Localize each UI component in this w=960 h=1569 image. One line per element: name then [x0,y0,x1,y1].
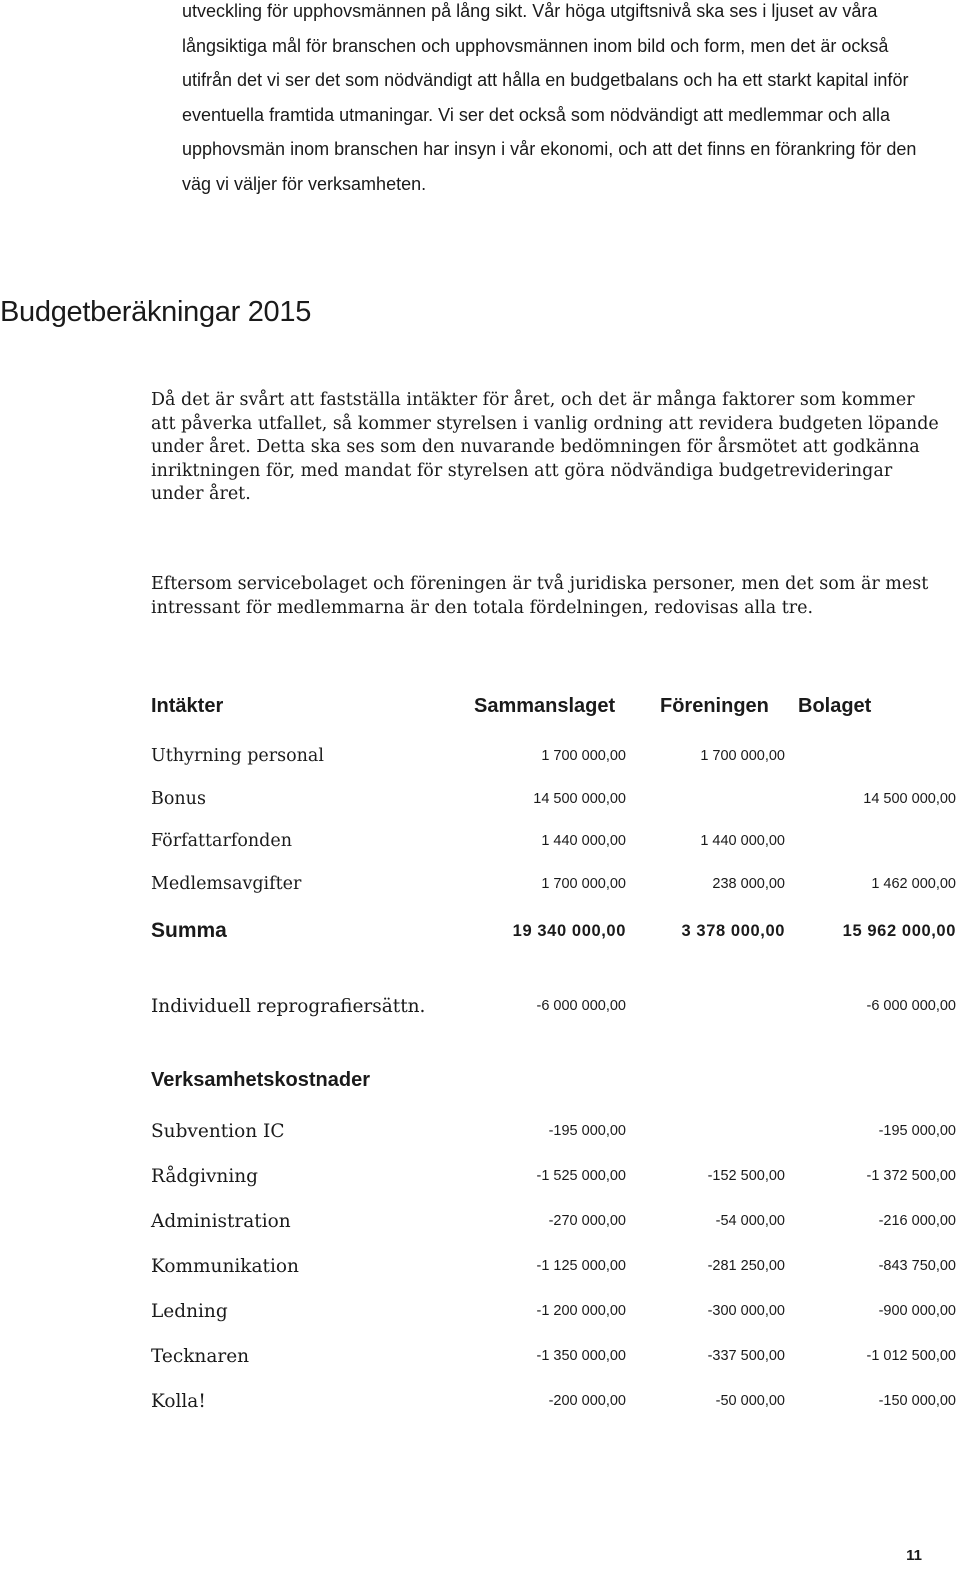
cell-total: 1 700 000,00 [541,748,626,764]
paragraph-2: Eftersom servicebolaget och föreningen är två juridiska personer, men det som är mest intressant för medlemmarna är den totala fördelningen, redovisas alla tre. [151,574,929,618]
cell-forening: -337 500,00 [707,1348,785,1364]
section-heading: Budgetberäkningar 2015 [0,296,312,328]
row-label: Ledning [151,1301,228,1322]
column-header-forening: Föreningen [660,695,769,717]
row-label: Subvention IC [151,1121,285,1142]
row-label: Tecknaren [151,1346,250,1367]
cell-total: 1 700 000,00 [541,876,626,892]
row-label: Kommunikation [151,1256,299,1277]
cell-forening: 238 000,00 [712,876,785,892]
row-label: Kolla! [151,1391,206,1412]
cell-bolag: -150 000,00 [878,1393,956,1409]
sum-label: Summa [151,919,227,942]
sum-total: 19 340 000,00 [512,922,626,940]
row-label: Rådgivning [151,1166,259,1187]
cell-bolag: -1 372 500,00 [866,1168,956,1184]
cell-total: -270 000,00 [548,1213,626,1229]
row-label: Administration [151,1211,291,1232]
cell-forening: -50 000,00 [715,1393,785,1409]
cell-total: -6 000 000,00 [536,998,626,1014]
paragraph-1: Då det är svårt att fastställa intäkter för året, och det är många faktorer som kommer att påverka utfallet, så kommer styrelsen i vanlig ordning att revidera budgeten löpande under året. Detta ska ses som den nuvarande bedömningen för årsmötet att godkänna inriktningen för, med mandat för styrelsen att göra nödvändiga budgetrevideringar under året. [151,390,939,504]
page-number: 11 [906,1547,922,1564]
row-label: Medlemsavgifter [151,874,302,894]
income-title: Intäkter [151,695,224,717]
cell-bolag: -6 000 000,00 [866,998,956,1014]
cell-bolag: -900 000,00 [878,1303,956,1319]
cell-forening: 1 700 000,00 [700,748,785,764]
cell-bolag: 1 462 000,00 [871,876,956,892]
sum-forening: 3 378 000,00 [681,922,785,940]
cell-forening: -281 250,00 [707,1258,785,1274]
cell-total: 14 500 000,00 [533,791,626,807]
cell-forening: 1 440 000,00 [700,833,785,849]
cell-total: -195 000,00 [548,1123,626,1139]
cell-forening: -300 000,00 [707,1303,785,1319]
row-label: Bonus [151,789,206,809]
cell-total: -1 525 000,00 [536,1168,626,1184]
cell-total: -1 125 000,00 [536,1258,626,1274]
intro-text: utveckling för upphovsmännen på lång sikt. Vår höga utgiftsnivå ska ses i ljuset av våra långsiktiga mål för branschen och upphovsmännen inom bild och form, men det är också utifrån det vi ser det som nödvändigt att hålla en budgetbalans och ha ett starkt kapital inför eventuella framtida utmaningar. Vi ser det också som nödvändigt att medlemmar och alla upphovsmän inom branschen har insyn i vår ekonomi, och att det finns en förankring för den väg vi väljer för verksamheten. [182,1,917,194]
cell-total: -1 200 000,00 [536,1303,626,1319]
cell-bolag: -195 000,00 [878,1123,956,1139]
cell-bolag: -843 750,00 [878,1258,956,1274]
sum-bolag: 15 962 000,00 [842,922,956,940]
cell-total: -1 350 000,00 [536,1348,626,1364]
cell-bolag: -216 000,00 [878,1213,956,1229]
cell-bolag: 14 500 000,00 [863,791,956,807]
column-header-total: Sammanslaget [474,695,616,717]
costs-title: Verksamhetskostnader [151,1069,371,1091]
cell-bolag: -1 012 500,00 [866,1348,956,1364]
cell-forening: -152 500,00 [707,1168,785,1184]
cell-forening: -54 000,00 [715,1213,785,1229]
row-label: Uthyrning personal [151,746,324,766]
cell-total: -200 000,00 [548,1393,626,1409]
row-label: Författarfonden [151,831,292,851]
column-header-bolag: Bolaget [798,695,872,717]
row-label: Individuell reprografiersättn. [151,996,426,1017]
cell-total: 1 440 000,00 [541,833,626,849]
